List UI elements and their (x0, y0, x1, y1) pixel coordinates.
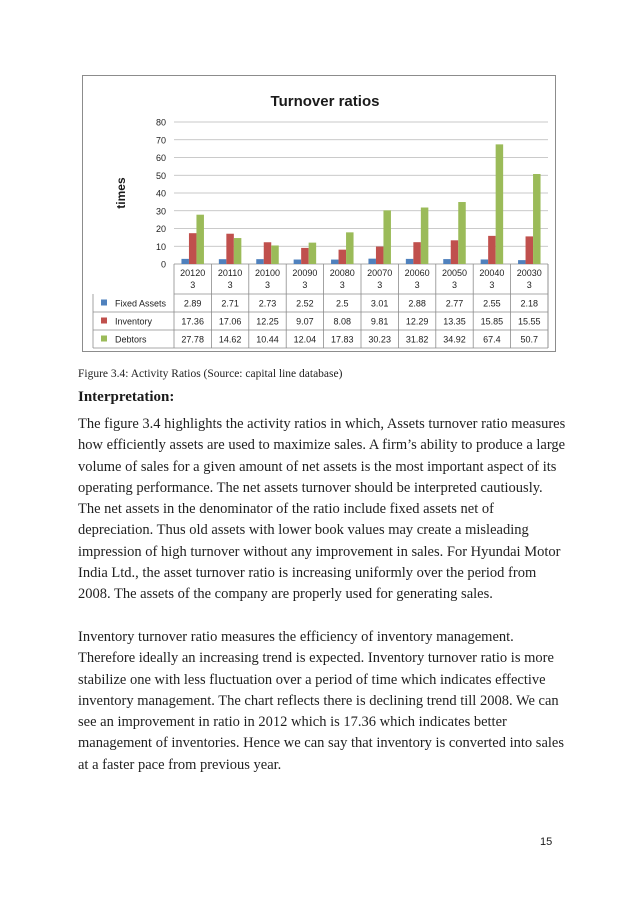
x-tick-label: 3 (227, 280, 233, 290)
x-tick-label: 3 (377, 280, 383, 290)
data-label: 50.7 (520, 334, 539, 345)
bar-debtors (309, 243, 317, 264)
bar-debtors (421, 208, 429, 264)
bar-debtors (346, 232, 354, 264)
x-tick-label: 20050 (441, 268, 468, 278)
data-label: 2.18 (520, 298, 539, 309)
legend-key (101, 318, 107, 324)
bar-inventory (376, 247, 384, 264)
bar-fixed-assets (368, 259, 376, 264)
data-label: 17.83 (331, 334, 354, 345)
data-label: 10.44 (256, 334, 279, 345)
bar-debtors (234, 238, 242, 264)
x-tick-label: 20090 (292, 268, 318, 278)
data-label: 2.71 (221, 298, 239, 309)
data-label: 15.85 (480, 316, 504, 327)
data-label: 12.25 (256, 316, 279, 327)
bar-fixed-assets (331, 260, 339, 264)
data-label: 9.81 (370, 316, 389, 327)
data-label: 2.55 (483, 298, 501, 309)
y-tick-label: 50 (155, 170, 166, 181)
bar-inventory (451, 240, 459, 264)
x-tick-label: 20100 (254, 268, 281, 278)
bar-inventory (264, 242, 272, 264)
x-tick-label: 3 (489, 280, 495, 290)
x-tick-label: 20070 (367, 268, 393, 278)
chart-title: Turnover ratios (270, 93, 380, 110)
y-tick-label: 0 (160, 259, 166, 270)
data-label: 30.23 (368, 334, 391, 345)
bar-debtors (196, 215, 204, 264)
data-label: 67.4 (483, 334, 501, 345)
chart-frame (82, 75, 556, 352)
x-tick-label: 3 (414, 280, 420, 290)
data-label: 2.5 (336, 298, 349, 309)
bar-fixed-assets (406, 259, 414, 264)
bar-inventory (526, 236, 534, 264)
data-label: 2.88 (408, 298, 426, 309)
data-label: 2.52 (296, 298, 314, 309)
x-tick-label: 3 (302, 280, 308, 290)
data-label: 3.01 (370, 298, 389, 309)
paragraph-inventory-turnover: Inventory turnover ratio measures the efficiency of inventory management. Therefore ideally an increasing trend is expected. Inventory turnover ratio is more stabilize one with less fluctuation over a period of time which indicates effective inventory management. The chart reflects there is declining trend till 2008. We can see an improvement in ratio in 2012 which is 17.36 which indicates better management of inventories. Hence we can say that inventory is converted into sales at a faster pace from previous year. (78, 629, 564, 773)
data-label: 15.55 (518, 316, 541, 327)
x-tick-label: 3 (190, 280, 196, 290)
data-label: 12.29 (405, 316, 429, 327)
y-tick-label: 40 (155, 188, 166, 199)
paragraph-asset-turnover: The figure 3.4 highlights the activity ratios in which, Assets turnover ratio measures how efficiently assets are used to maximize sales. A firm’s ability to produce a large volume of sales for a given amount of net assets is the most important aspect of its operating performance. The net assets turnover should be interpreted cautiously. The net assets in the denominator of the ratio include fixed assets net of depreciation. Thus old assets with lower book values may create a misleading impression of high turnover without any improvement in sales. For Hyundai Motor India Ltd., the asset turnover ratio is increasing uniformly over the period from 2008. The assets of the company are properly used for generating sales. (78, 416, 566, 603)
x-tick-label: 3 (451, 280, 458, 290)
bar-inventory (339, 250, 347, 264)
turnover-ratios-chart (83, 76, 555, 351)
data-label: 31.82 (405, 334, 429, 345)
y-tick-label: 80 (155, 117, 166, 128)
data-label: 9.07 (296, 316, 314, 327)
legend-label: Fixed Assets (115, 298, 167, 309)
data-label: 17.06 (218, 316, 242, 327)
legend-label: Inventory (115, 316, 153, 327)
page-number: 15 (540, 836, 553, 848)
data-label: 8.08 (333, 316, 352, 327)
data-label: 14.62 (218, 334, 242, 345)
x-tick-label: 20080 (329, 268, 355, 278)
bar-fixed-assets (294, 260, 302, 264)
legend-key (101, 300, 107, 306)
data-label: 27.78 (181, 334, 204, 345)
bar-inventory (226, 234, 234, 264)
data-label: 2.89 (183, 298, 202, 309)
figure-caption: Figure 3.4: Activity Ratios (Source: capital line database) (78, 368, 343, 380)
y-tick-label: 60 (155, 153, 166, 163)
bar-fixed-assets (518, 260, 526, 264)
y-tick-label: 30 (155, 206, 166, 217)
y-axis-label: times (114, 177, 128, 209)
data-label: 34.92 (443, 334, 466, 345)
bar-debtors (533, 174, 541, 264)
data-label: 2.77 (445, 298, 464, 309)
bar-debtors (458, 202, 466, 264)
bar-fixed-assets (481, 259, 489, 264)
bar-inventory (413, 242, 421, 264)
x-tick-label: 3 (526, 280, 532, 290)
bar-debtors (383, 210, 391, 264)
bar-fixed-assets (256, 259, 264, 264)
data-label: 13.35 (443, 316, 466, 327)
x-tick-label: 20030 (516, 268, 542, 278)
bar-debtors (496, 144, 504, 264)
bar-fixed-assets (443, 259, 451, 264)
y-tick-label: 20 (155, 224, 166, 234)
x-tick-label: 20060 (404, 268, 430, 278)
x-tick-label: 20040 (479, 268, 505, 278)
legend-key (101, 336, 107, 342)
x-tick-label: 3 (264, 280, 271, 290)
x-tick-label: 20120 (180, 268, 206, 278)
bar-debtors (271, 245, 279, 264)
y-tick-label: 10 (155, 241, 166, 252)
legend-label: Debtors (115, 334, 147, 345)
bar-inventory (301, 248, 309, 264)
x-tick-label: 20110 (217, 268, 243, 278)
bar-inventory (189, 233, 197, 264)
bar-fixed-assets (219, 259, 227, 264)
bar-fixed-assets (181, 259, 189, 264)
data-label: 12.04 (293, 334, 317, 345)
data-label: 2.73 (258, 298, 277, 309)
bar-inventory (488, 236, 496, 264)
y-tick-label: 70 (155, 135, 166, 146)
data-label: 17.36 (181, 316, 204, 327)
x-tick-label: 3 (339, 280, 345, 290)
section-heading: Interpretation: (78, 389, 175, 405)
